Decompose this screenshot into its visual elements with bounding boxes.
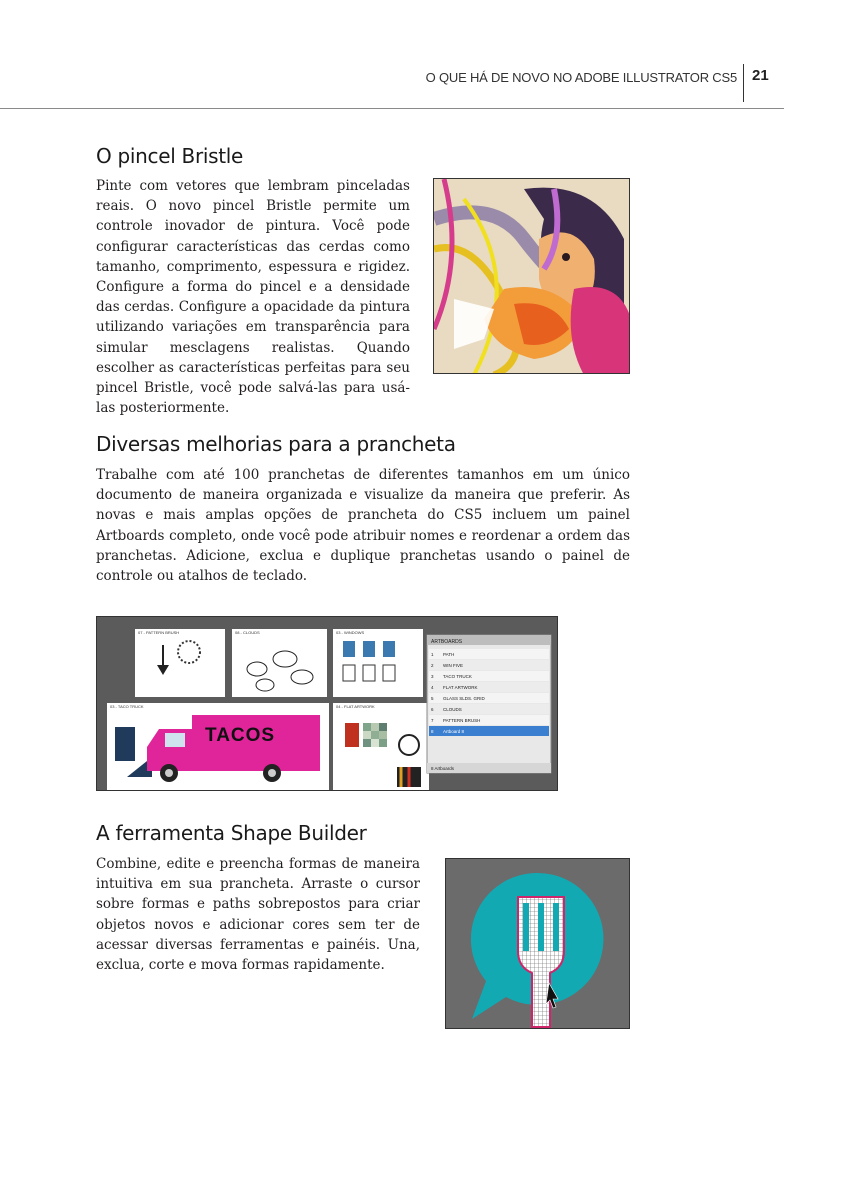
svg-text:5: 5 (431, 696, 434, 701)
artboard-label-flat: 04 - FLAT ARTWORK (336, 704, 375, 709)
svg-text:6: 6 (431, 707, 434, 712)
svg-text:7: 7 (431, 718, 434, 723)
panel-row-4: FLAT ARTWORK (443, 685, 478, 690)
artboards-panel-title: ARTBOARDS (431, 639, 463, 645)
artboards-screenshot (96, 616, 558, 791)
section-body-bristle: Pinte com vetores que lembram pinceladas reais. O novo pincel Bristle permite um controle inovador de pintura. Você pode configurar características das cerdas como tamanho, comprimento, espessura e rigidez. Configure a forma do pincel e a densidade das cerdas. Configure a opacidade da pintura utilizando variações em transparência para simular mesclagens realistas. Quando escolher as características perfeitas para seu pincel Bristle, você pode salvá-las para usá-las posteriormente. (96, 178, 410, 417)
panel-row-7: PATTERN BRUSH (443, 718, 481, 723)
section-body-artboards: Trabalhe com até 100 pranchetas de diferentes tamanhos em um único documento de maneira organizada e visualize da maneira que preferir. As novas e mais amplas opções de prancheta do CS5 incluem um painel Artboards completo, onde você pode atribuir nomes e reordenar a ordem das pranchetas. Adicione, exclua e duplique pranchetas usando o painel de controle ou atalhos de teclado. (96, 467, 630, 585)
artboard-clouds (232, 629, 327, 697)
artboards-canvas (97, 617, 558, 791)
panel-row-1: PATH (443, 652, 455, 657)
panel-row-6: CLOUDS (443, 707, 462, 712)
section-heading-shape-builder: A ferramenta Shape Builder (96, 821, 367, 845)
svg-text:8: 8 (431, 729, 434, 734)
svg-text:4: 4 (431, 685, 434, 690)
artboard-label-windows: 03 - WINDOWS (336, 630, 365, 635)
section-heading-bristle: O pincel Bristle (96, 144, 244, 168)
panel-row-8: Artboard 8 (443, 729, 465, 734)
running-header-title: O QUE HÁ DE NOVO NO ADOBE ILLUSTRATOR CS5 (425, 70, 737, 85)
svg-text:2: 2 (431, 663, 434, 668)
bristle-artwork (434, 179, 630, 374)
panel-row-3: TACO TRUCK (443, 674, 472, 679)
panel-row-5: GLASS SLDS. GRID (443, 696, 485, 701)
artboards-panel-footer: 8 Artboards (431, 766, 455, 771)
header-separator (743, 64, 744, 102)
artboard-label-clouds: 08 - CLOUDS (235, 630, 260, 635)
section-body-shape-builder: Combine, edite e preencha formas de maneira intuitiva em sua prancheta. Arraste o cursor sobre formas e paths sobrepostos para criar objetos novos e adicionar cores sem ter de acessar diversas ferramentas e painéis. Una, exclua, corte e mova formas rapidamente. (96, 856, 420, 974)
running-header (0, 64, 841, 110)
section-heading-artboards: Diversas melhorias para a prancheta (96, 432, 456, 456)
bristle-illustration (433, 178, 630, 374)
artboard-windows (333, 629, 423, 697)
artboard-label-pattern: 07 - PATTERN BRUSH (138, 630, 180, 635)
artboard-label-taco: 03 - TACO TRUCK (110, 704, 144, 709)
panel-row-2: WIN FIVE (443, 663, 463, 668)
svg-text:1: 1 (431, 652, 434, 657)
svg-text:3: 3 (431, 674, 434, 679)
page-number: 21 (752, 67, 769, 84)
artboard-pattern-brush (135, 629, 225, 697)
shape-builder-illustration (445, 858, 630, 1029)
shape-builder-artwork (446, 859, 630, 1029)
header-rule (0, 108, 784, 109)
taco-sign: TACOS (205, 725, 276, 746)
